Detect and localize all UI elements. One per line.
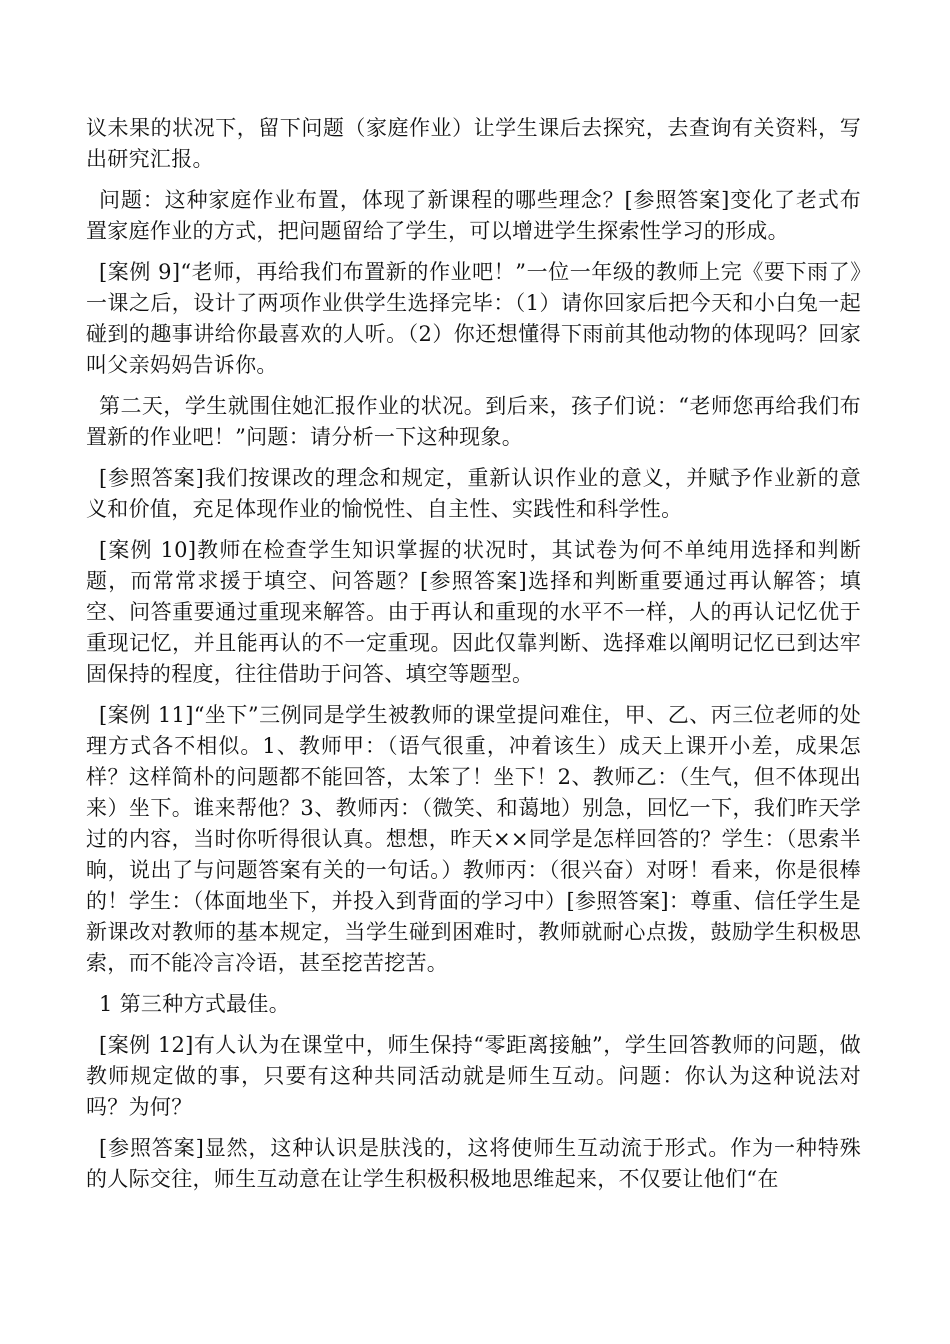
paragraph-case-11-conclusion: 1 第三种方式最佳。 xyxy=(99,992,291,1016)
paragraph-case-11: [案例 11]“坐下”三例同是学生被教师的课堂提问难住，甲、乙、丙三位老师的处理方式各不相似。1、教师甲：（语气很重，冲着该生）成天上课开小差，成果怎样？这样简朴的问题都不能回答，太笨了！坐下！2、教师乙：（生气，但不体现出来）坐下。谁来帮他？3、教师丙：（微笑、和蔼地）别急，回忆一下，我们昨天学过的内容，当时你听得很认真。想想，昨天××同学是怎样回答的？学生：（思索半晌，说出了与问题答案有关的一句话。）教师丙：（很兴奋）对呀！看来，你是很棒的！学生：（体面地坐下，并投入到背面的学习中）[参照答案]：尊重、信任学生是新课改对教师的基本规定，当学生碰到困难时，教师就耐心点拨，鼓励学生积极思索，而不能冷言冷语，甚至挖苦挖苦。 xyxy=(86,703,861,975)
document-body xyxy=(86,113,861,1205)
paragraph-case-12: [案例 12]有人认为在课堂中，师生保持“零距离接触”，学生回答教师的问题，做教师规定做的事，只要有这种共同活动就是师生互动。问题：你认为这种说法对吗？为何？ xyxy=(86,1033,861,1119)
paragraph-question: 问题：这种家庭作业布置，体现了新课程的哪些理念？[参照答案]变化了老式布置家庭作业的方式，把问题留给了学生，可以增进学生探索性学习的形成。 xyxy=(86,188,861,243)
paragraph-case-10: [案例 10]教师在检查学生知识掌握的状况时，其试卷为何不单纯用选择和判断题，而常常求援于填空、问答题？[参照答案]选择和判断重要通过再认解答；填空、问答重要通过重现来解答。由于再认和重现的水平不一样，人的再认记忆优于重现记忆，并且能再认的不一定重现。因此仅靠判断、选择难以阐明记忆已到达牢固保持的程度，往往借助于问答、填空等题型。 xyxy=(86,538,861,686)
paragraph-continuation: 议未果的状况下，留下问题（家庭作业）让学生课后去探究，去查询有关资料，写出研究汇报。 xyxy=(86,116,861,171)
paragraph-case-9-answer: [参照答案]我们按课改的理念和规定，重新认识作业的意义，并赋予作业新的意义和价值，充足体现作业的愉悦性、自主性、实践性和科学性。 xyxy=(86,466,861,521)
paragraph-case-9: [案例 9]“老师，再给我们布置新的作业吧！”一位一年级的教师上完《要下雨了》一课之后，设计了两项作业供学生选择完毕：（1）请你回家后把今天和小白兔一起碰到的趣事讲给你最喜欢的人听。（2）你还想懂得下雨前其他动物的体现吗？回家叫父亲妈妈告诉你。 xyxy=(86,260,861,377)
paragraph-case-12-answer: [参照答案]显然，这种认识是肤浅的，这将使师生互动流于形式。作为一种特殊的人际交往，师生互动意在让学生积极积极地思维起来，不仅要让他们“在 xyxy=(86,1136,861,1191)
paragraph-case-9-followup: 第二天，学生就围住她汇报作业的状况。到后来，孩子们说：“老师您再给我们布置新的作业吧！”问题：请分析一下这种现象。 xyxy=(86,394,861,449)
